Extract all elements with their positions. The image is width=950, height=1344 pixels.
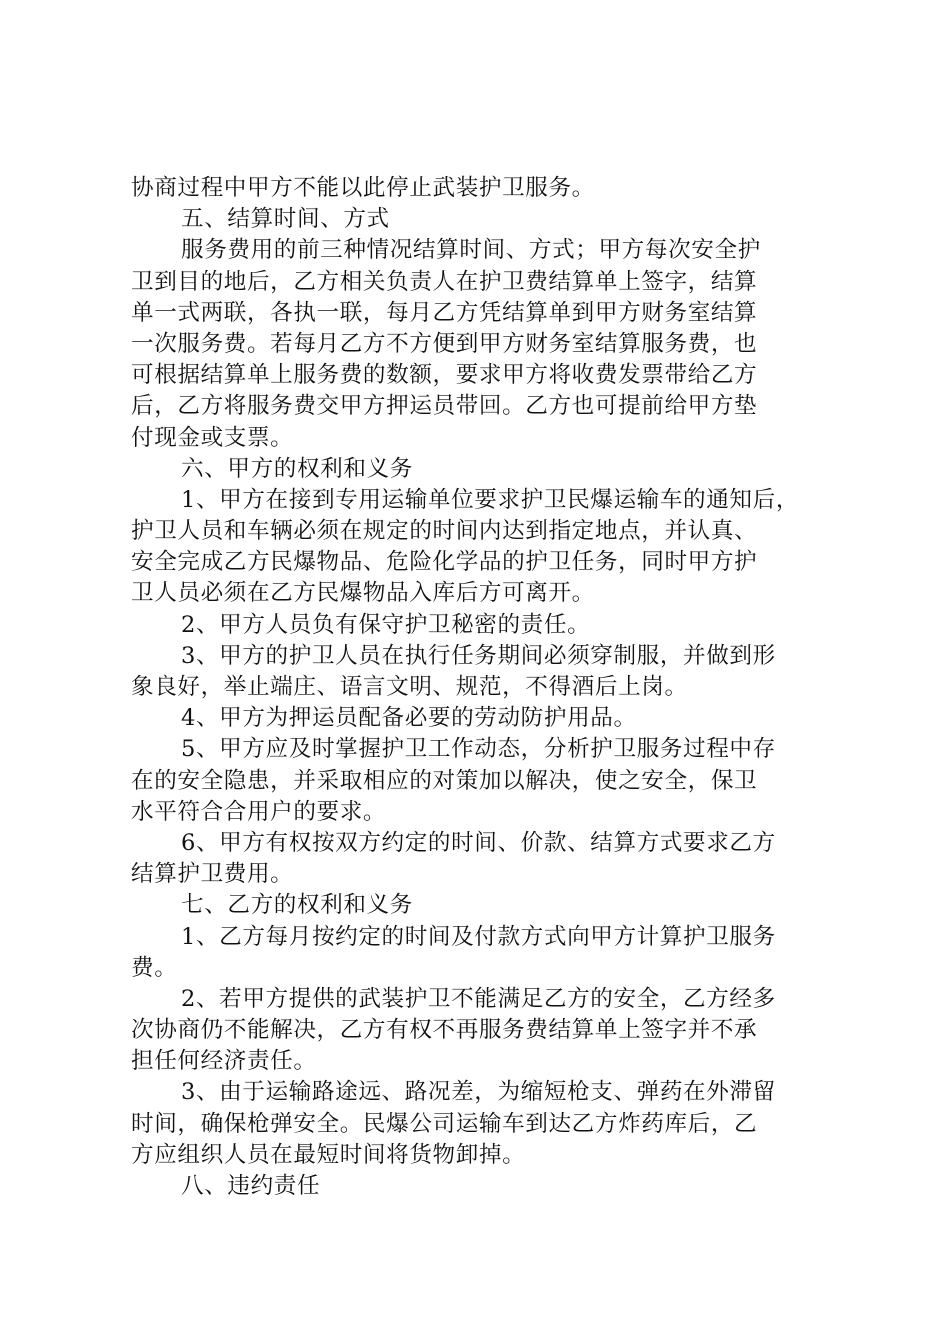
text-line: 费。 [131, 954, 178, 981]
text-line: 时间，确保枪弹安全。民爆公司运输车到达乙方炸药库后，乙 [131, 1110, 758, 1137]
text-line: 结算护卫费用。 [131, 861, 294, 888]
document-body [131, 173, 831, 1202]
text-line: 水平符合合用户的要求。 [131, 798, 387, 825]
text-line: 方应组织人员在最短时间将货物卸掉。 [131, 1141, 526, 1168]
text-line: 一次服务费。若每月乙方不方便到甲方财务室结算服务费，也 [131, 330, 758, 357]
text-line: 护卫人员和车辆必须在规定的时间内达到指定地点，并认真、 [131, 518, 758, 545]
text-line: 2、甲方人员负有保守护卫秘密的责任。 [181, 611, 591, 638]
text-line: 六、甲方的权利和义务 [181, 455, 413, 482]
text-line: 卫人员必须在乙方民爆物品入库后方可离开。 [131, 580, 595, 607]
text-line: 付现金或支票。 [131, 424, 294, 451]
text-line: 6、甲方有权按双方约定的时间、价款、结算方式要求乙方 [181, 829, 776, 856]
text-line: 2、若甲方提供的武装护卫不能满足乙方的安全，乙方经多 [181, 985, 776, 1012]
text-line: 在的安全隐患，并采取相应的对策加以解决，使之安全，保卫 [131, 767, 758, 794]
text-line: 八、违约责任 [181, 1173, 321, 1199]
text-line: 七、乙方的权利和义务 [181, 892, 413, 919]
text-line: 次协商仍不能解决，乙方有权不再服务费结算单上签字并不承 [131, 1017, 758, 1044]
text-line: 5、甲方应及时掌握护卫工作动态，分析护卫服务过程中存 [181, 736, 776, 763]
text-line: 服务费用的前三种情况结算时间、方式；甲方每次安全护 [181, 237, 761, 264]
text-line: 卫到目的地后，乙方相关负责人在护卫费结算单上签字，结算 [131, 268, 758, 295]
text-line: 担任何经济责任。 [131, 1048, 317, 1075]
text-line: 象良好，举止端庄、语言文明、规范，不得酒后上岗。 [131, 674, 688, 700]
text-line: 1、甲方在接到专用运输单位要求护卫民爆运输车的通知后， [181, 486, 800, 513]
text-line: 后，乙方将服务费交甲方押运员带回。乙方也可提前给甲方垫 [131, 393, 758, 420]
text-line: 1、乙方每月按约定的时间及付款方式向甲方计算护卫服务 [181, 923, 776, 950]
text-line: 4、甲方为押运员配备必要的劳动防护用品。 [181, 705, 637, 732]
text-line: 五、结算时间、方式 [181, 206, 390, 233]
text-line: 3、甲方的护卫人员在执行任务期间必须穿制服，并做到形 [181, 642, 776, 669]
text-line: 可根据结算单上服务费的数额，要求甲方将收费发票带给乙方 [131, 362, 758, 389]
text-line: 安全完成乙方民爆物品、危险化学品的护卫任务，同时甲方护 [131, 549, 758, 576]
text-line: 协商过程中甲方不能以此停止武装护卫服务。 [131, 175, 595, 201]
text-line: 3、由于运输路途远、路况差，为缩短枪支、弹药在外滞留 [181, 1079, 776, 1106]
text-line: 单一式两联，各执一联，每月乙方凭结算单到甲方财务室结算 [131, 299, 758, 326]
